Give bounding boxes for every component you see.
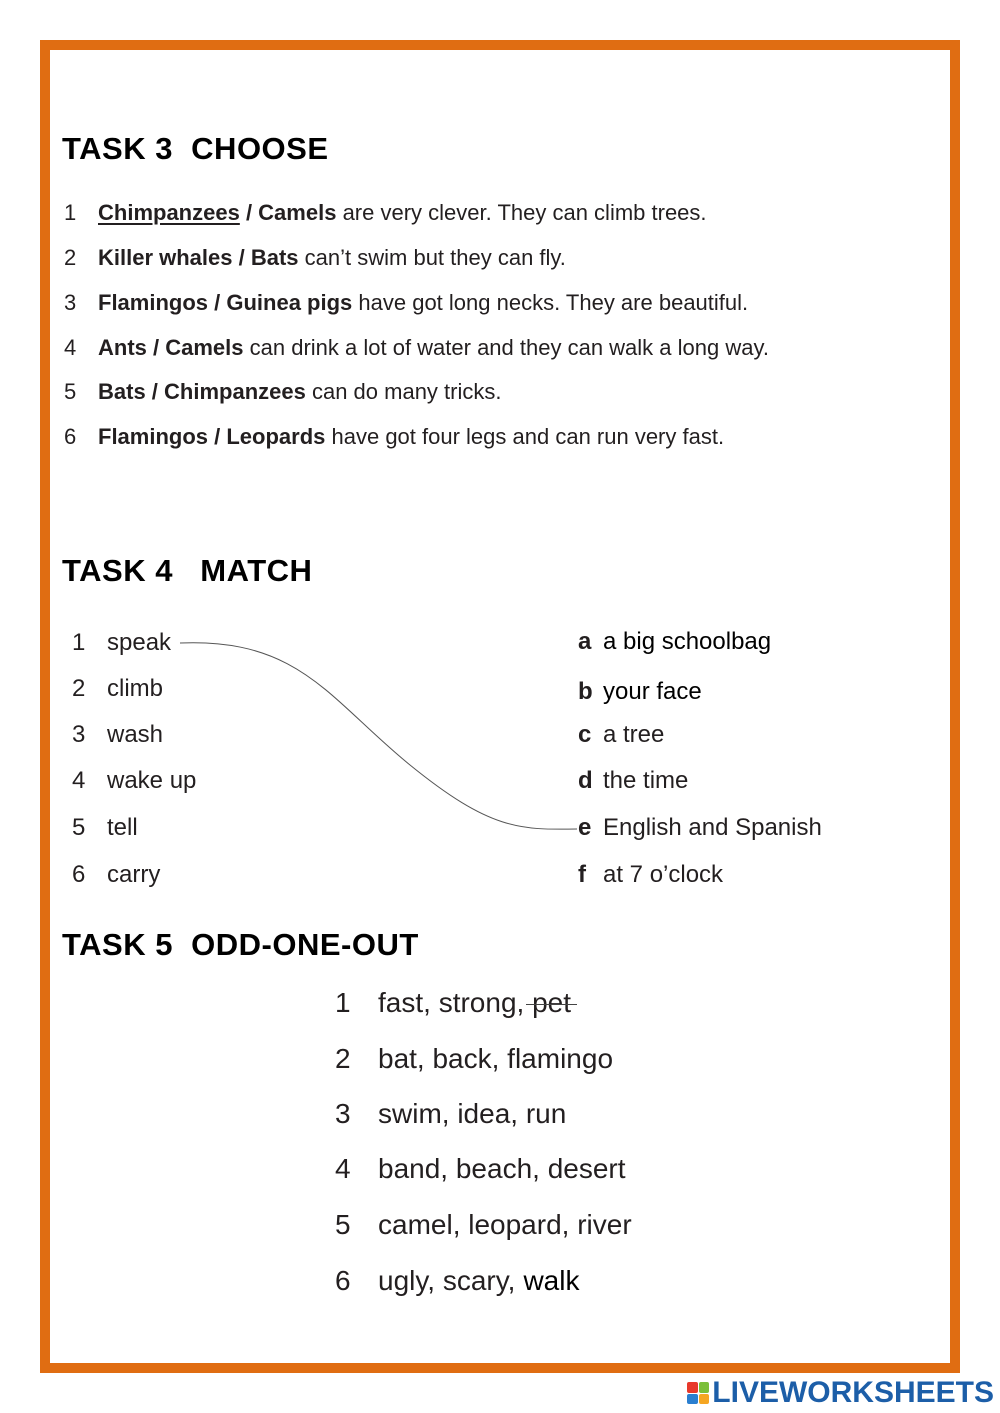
- task5-item-2[interactable]: [335, 1043, 613, 1075]
- task4-right-text: the time: [603, 767, 689, 794]
- task5-item-number: 1: [335, 987, 351, 1018]
- task5-item-number: 2: [335, 1043, 351, 1074]
- task4-right-letter: a: [578, 628, 592, 655]
- task4-left-item-2[interactable]: [72, 675, 163, 703]
- task5-words: band, beach, desert: [378, 1153, 626, 1184]
- task3-separator: /: [208, 424, 227, 449]
- task4-right-text: a big schoolbag: [603, 628, 772, 655]
- liveworksheets-logo-icon: [687, 1382, 709, 1404]
- task3-heading: TASK 3 CHOOSE: [62, 131, 329, 166]
- task4-right-item-a[interactable]: [578, 628, 771, 656]
- task4-left-item-3[interactable]: [72, 721, 163, 749]
- task4-left-number: 1: [72, 629, 86, 656]
- task4-right-letter: c: [578, 721, 592, 748]
- liveworksheets-brand: [687, 1376, 994, 1410]
- task4-left-text: speak: [107, 629, 172, 656]
- task3-option-a[interactable]: Bats: [98, 379, 146, 404]
- task5-item-number: 5: [335, 1209, 351, 1240]
- task4-right-item-d[interactable]: [578, 767, 688, 795]
- task3-item-number: 6: [64, 424, 77, 449]
- task5-item-1[interactable]: [335, 987, 571, 1019]
- task5-typed-answer[interactable]: walk: [523, 1265, 580, 1296]
- task4-right-item-b[interactable]: [578, 678, 702, 706]
- task3-sentence-rest: can’t swim but they can fly.: [298, 245, 566, 270]
- task3-item-3: [64, 290, 748, 316]
- task3-option-a[interactable]: Flamingos: [98, 424, 209, 449]
- task4-left-number: 6: [72, 861, 86, 888]
- task3-option-b[interactable]: Camels: [165, 335, 244, 360]
- task3-item-5: [64, 379, 502, 405]
- task3-item-4: [64, 335, 769, 361]
- task4-right-text: English and Spanish: [603, 814, 822, 841]
- task3-item-1: [64, 200, 707, 226]
- task4-right-item-f[interactable]: [578, 861, 723, 889]
- task4-left-text: carry: [107, 861, 161, 888]
- task4-left-text: climb: [107, 675, 164, 702]
- task5-item-5[interactable]: [335, 1209, 632, 1241]
- task4-right-text: a tree: [603, 721, 665, 748]
- task4-left-text: wake up: [107, 767, 197, 794]
- task4-left-number: 4: [72, 767, 86, 794]
- task5-item-number: 4: [335, 1153, 351, 1184]
- task3-sentence-rest: can do many tricks.: [305, 379, 502, 404]
- task4-left-item-5[interactable]: [72, 814, 138, 842]
- task3-option-b[interactable]: Bats: [250, 245, 299, 270]
- task5-words: camel, leopard, river: [378, 1209, 632, 1240]
- task4-left-number: 5: [72, 814, 86, 841]
- brand-name: LIVEWORKSHEETS: [712, 1376, 994, 1409]
- task5-words: fast, strong,: [378, 987, 533, 1018]
- task3-option-b[interactable]: Leopards: [226, 424, 326, 449]
- task4-right-item-e[interactable]: [578, 814, 822, 842]
- task4-heading: TASK 4 MATCH: [62, 553, 313, 588]
- task3-option-a[interactable]: Flamingos: [98, 290, 209, 315]
- task5-item-number: 6: [335, 1265, 351, 1296]
- task5-heading: TASK 5 ODD-ONE-OUT: [62, 927, 419, 962]
- task3-separator: /: [145, 379, 165, 404]
- task4-left-number: 2: [72, 675, 86, 702]
- task4-right-letter: b: [578, 678, 593, 705]
- task5-item-4[interactable]: [335, 1153, 626, 1185]
- task3-option-b[interactable]: Guinea pigs: [226, 290, 353, 315]
- task3-option-a[interactable]: Ants: [98, 335, 147, 360]
- task5-words: swim, idea, run: [378, 1098, 567, 1129]
- task4-right-item-c[interactable]: [578, 721, 664, 749]
- task4-left-text: tell: [107, 814, 138, 841]
- task3-option-b[interactable]: Camels: [258, 200, 337, 225]
- task4-left-text: wash: [107, 721, 164, 748]
- task3-sentence-rest: have got four legs and can run very fast.: [325, 424, 725, 449]
- task3-item-number: 2: [64, 245, 77, 270]
- task3-separator: /: [239, 200, 259, 225]
- task5-item-number: 3: [335, 1098, 351, 1129]
- task4-right-text: your face: [603, 678, 702, 705]
- task5-words: bat, back, flamingo: [378, 1043, 614, 1074]
- task5-struck-word[interactable]: pet: [532, 987, 572, 1018]
- task3-separator: /: [208, 290, 227, 315]
- task3-sentence-rest: have got long necks. They are beautiful.: [352, 290, 749, 315]
- task5-item-6[interactable]: [335, 1265, 579, 1297]
- task5-item-3[interactable]: [335, 1098, 566, 1130]
- task3-item-number: 3: [64, 290, 77, 315]
- task5-words: ugly, scary,: [378, 1265, 516, 1296]
- task4-left-item-6[interactable]: [72, 861, 160, 889]
- task3-option-a[interactable]: Killer whales: [98, 245, 233, 270]
- task4-right-text: at 7 o’clock: [603, 861, 724, 888]
- task4-left-item-1[interactable]: [72, 629, 171, 657]
- task3-item-6: [64, 424, 724, 450]
- task3-option-a[interactable]: Chimpanzees: [98, 200, 240, 225]
- task4-right-letter: d: [578, 767, 593, 794]
- task3-item-number: 5: [64, 379, 77, 404]
- task4-right-letter: f: [578, 861, 586, 888]
- task3-item-number: 4: [64, 335, 77, 360]
- task3-separator: /: [146, 335, 166, 360]
- task3-separator: /: [232, 245, 251, 270]
- task4-left-number: 3: [72, 721, 86, 748]
- task4-right-letter: e: [578, 814, 592, 841]
- task3-sentence-rest: are very clever. They can climb trees.: [336, 200, 707, 225]
- task3-option-b[interactable]: Chimpanzees: [164, 379, 306, 404]
- task3-sentence-rest: can drink a lot of water and they can walk a long way.: [243, 335, 769, 360]
- task3-item-2: [64, 245, 566, 271]
- task4-left-item-4[interactable]: [72, 767, 196, 795]
- task3-item-number: 1: [64, 200, 77, 225]
